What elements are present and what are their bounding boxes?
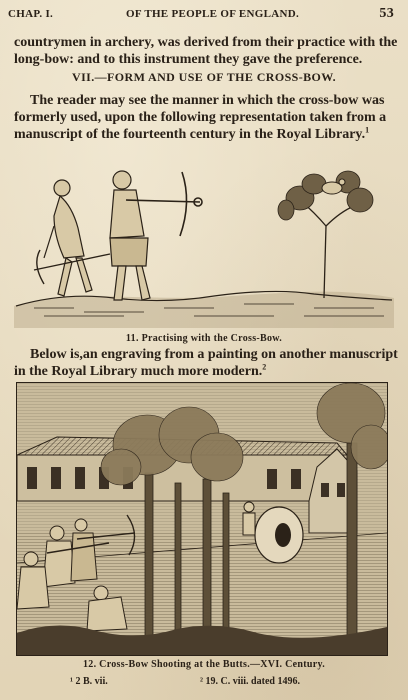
paragraph-below-engraving	[14, 346, 398, 380]
paragraph-archery	[14, 34, 398, 68]
page-number: 53	[379, 6, 394, 21]
footnote-1: ¹ 2 B. vii.	[70, 676, 108, 687]
text-line	[14, 363, 394, 380]
text-line: formerly used, upon the following representation taken from a	[14, 110, 387, 125]
footnote-ref: 1	[365, 125, 370, 135]
text-line: long-bow: and to this instrument they gave the preference.	[14, 52, 363, 67]
footnote-2: ² 19. C. viii. dated 1496.	[200, 676, 300, 687]
footnote-ref: 2	[262, 362, 267, 372]
section-heading: VII.—FORM AND USE OF THE CROSS-BOW.	[72, 70, 336, 84]
text-line: Below is,an engraving from a painting on another manuscript	[30, 347, 398, 362]
figure-butts-shooting	[16, 382, 388, 656]
text-line	[14, 126, 394, 143]
chapter-label: CHAP. I.	[8, 8, 54, 20]
text-line-content: in the Royal Library much more modern.	[14, 364, 263, 379]
woodcut-crossbowmen-illustration	[14, 166, 394, 328]
engraving-butts-scene	[17, 383, 387, 655]
paragraph-crossbow-usage	[14, 92, 394, 143]
running-header	[8, 6, 394, 24]
figure-practising-crossbow	[14, 166, 394, 328]
text-line: The reader may see the manner in which the cross-bow was	[30, 93, 385, 108]
text-line: countrymen in archery, was derived from their practice with the	[14, 35, 398, 50]
figure-11-caption: 11. Practising with the Cross-Bow.	[125, 333, 283, 344]
running-title: OF THE PEOPLE OF ENGLAND.	[126, 8, 300, 20]
text-line-content: manuscript of the fourteenth century in the Royal Library.	[14, 127, 366, 142]
figure-12-caption: 12. Cross-Bow Shooting at the Butts.—XVI. Century.	[82, 659, 326, 670]
